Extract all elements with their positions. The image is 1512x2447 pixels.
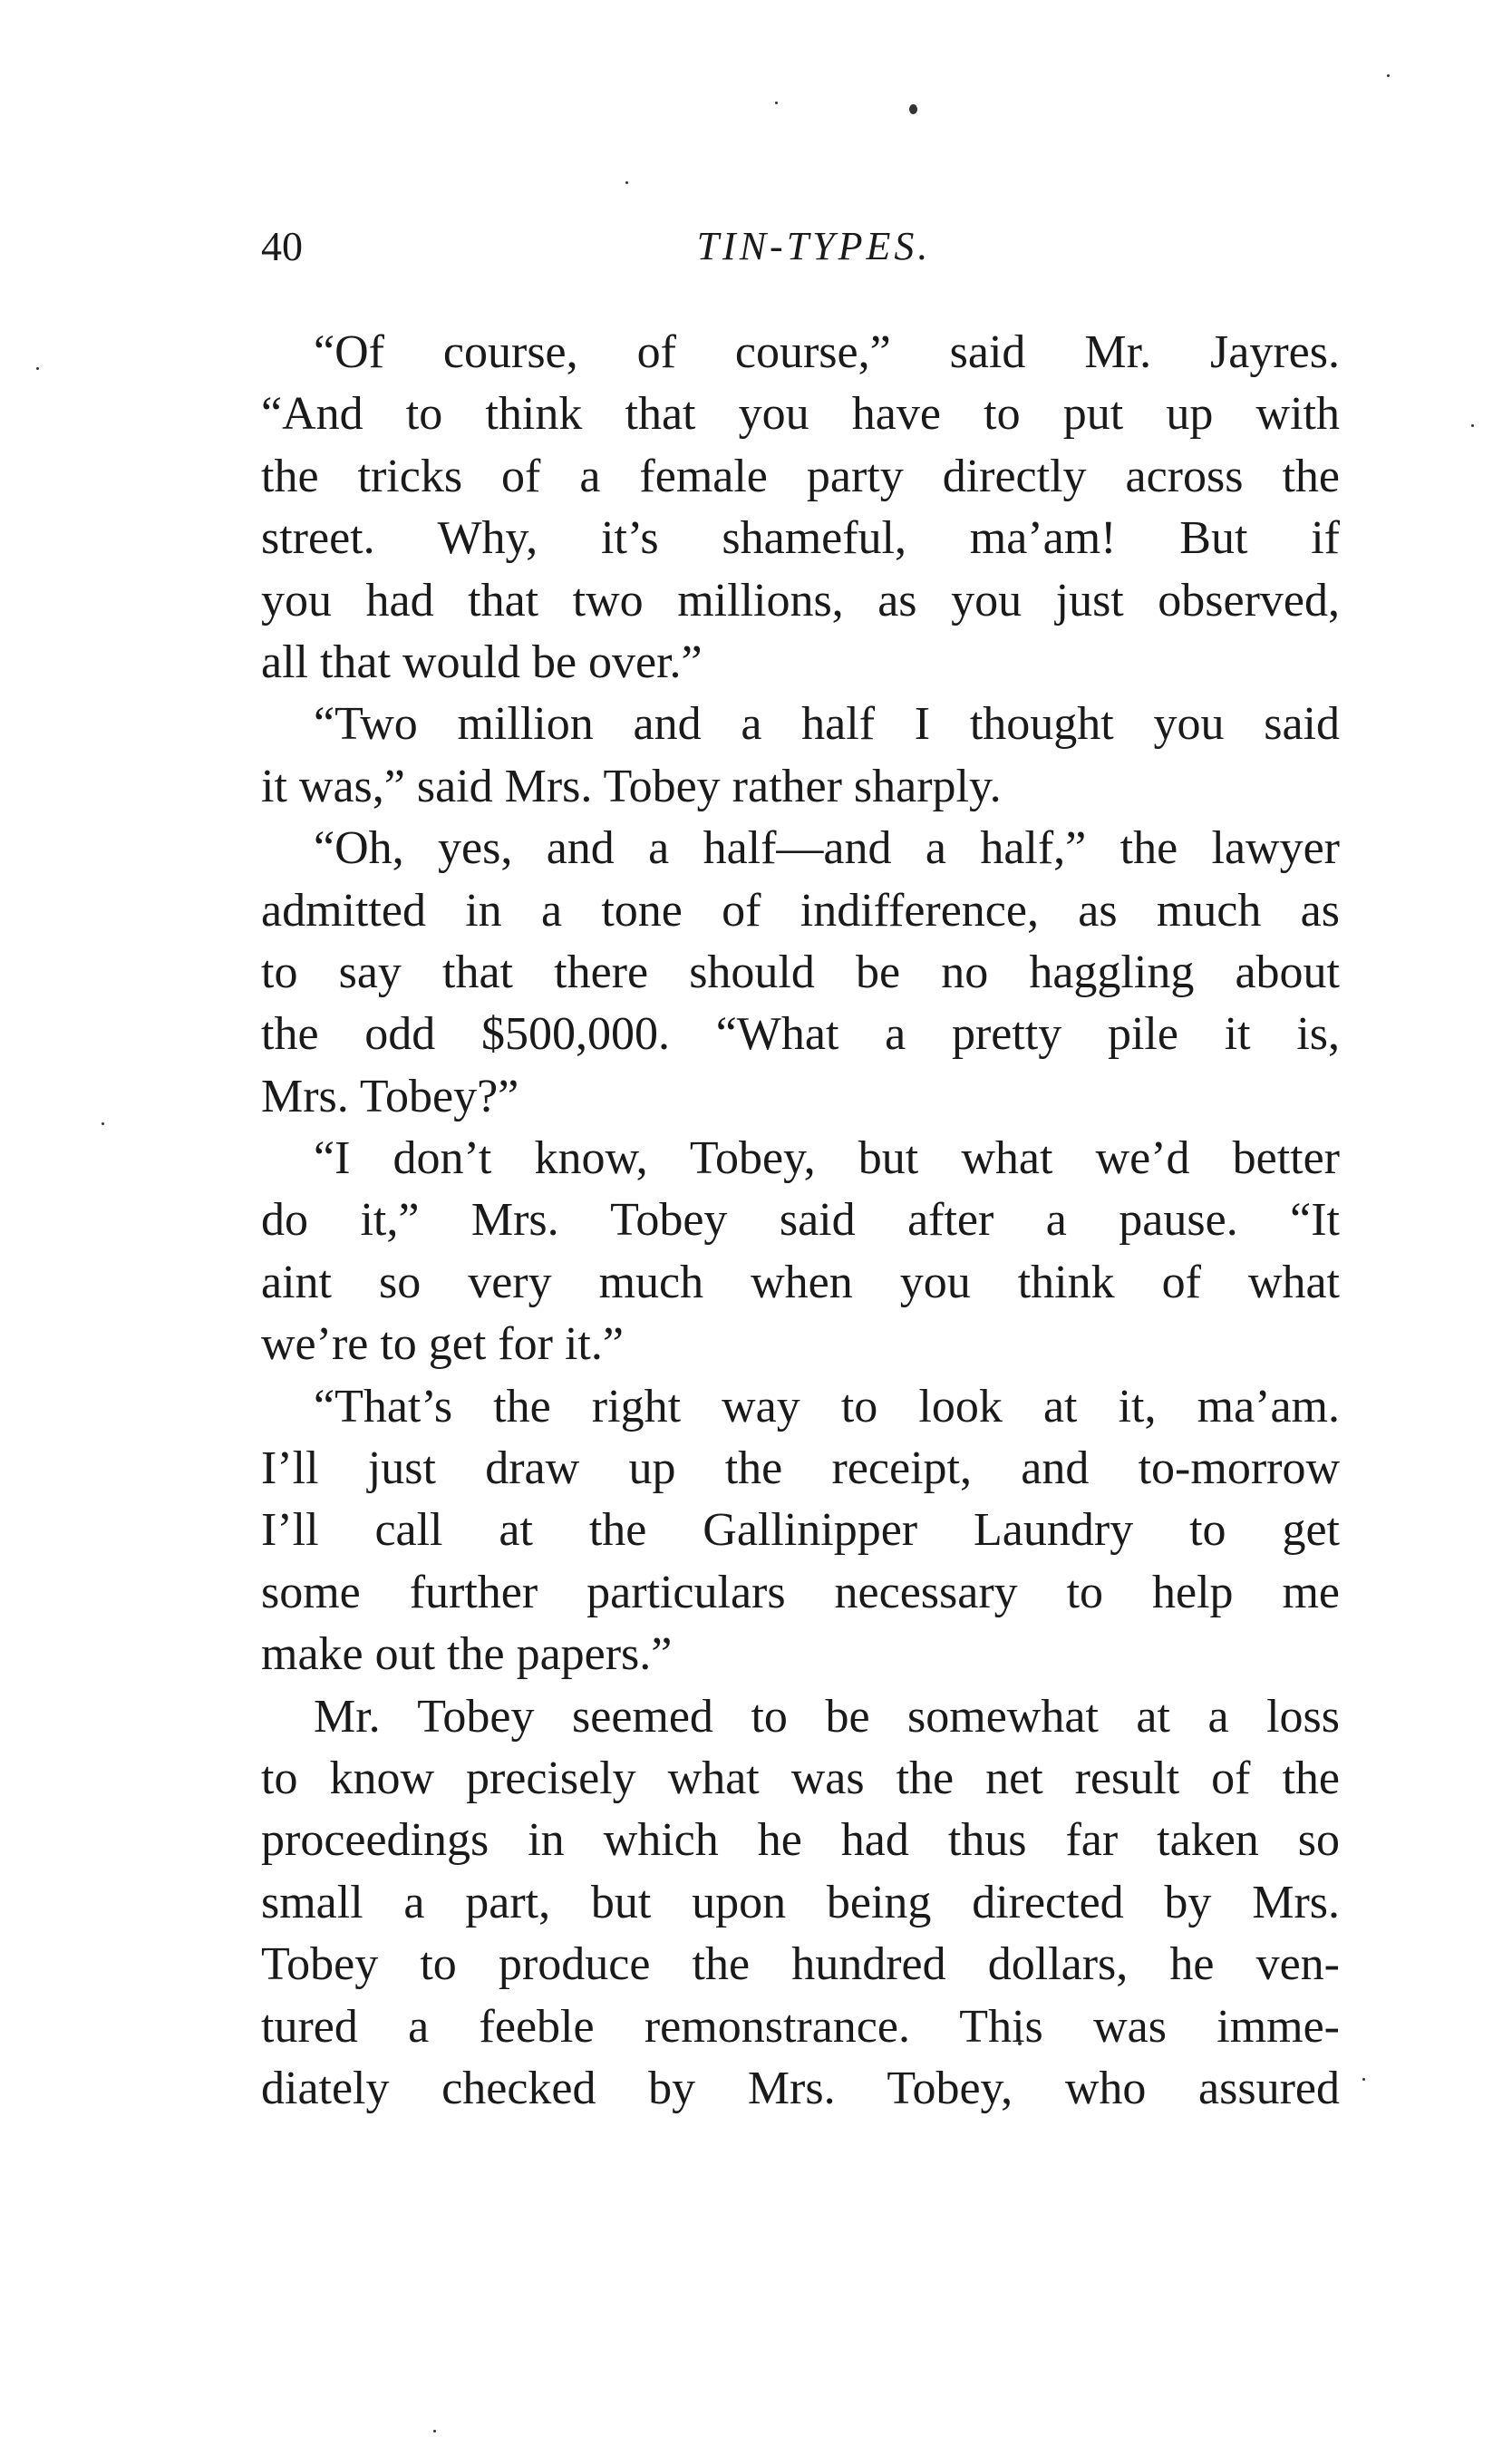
running-title: TIN-TYPES. <box>696 224 932 268</box>
print-speck <box>1387 74 1390 77</box>
text-line: aint so very much when you think of what <box>261 1256 1340 1308</box>
text-line: the tricks of a female party directly across the <box>261 450 1340 502</box>
text-line: do it,” Mrs. Tobey said after a pause. “It <box>261 1194 1340 1247</box>
print-speck <box>1362 2078 1365 2081</box>
text-line: “And to think that you have to put up with <box>261 388 1340 441</box>
text-line: you had that two millions, as you just observed, <box>261 574 1340 626</box>
print-speck <box>775 102 778 104</box>
print-speck <box>433 2430 436 2432</box>
text-line: some further particulars necessary to help me <box>261 1566 1340 1618</box>
text-line: Tobey to produce the hundred dollars, he ven- <box>261 1938 1340 1991</box>
text-line: it was,” said Mrs. Tobey rather sharply. <box>261 760 1002 812</box>
print-speck <box>102 1122 104 1125</box>
text-line: Mr. Tobey seemed to be somewhat at a loss <box>314 1690 1340 1743</box>
text-line: all that would be over.” <box>261 636 703 688</box>
text-line: admitted in a tone of indifference, as much as <box>261 884 1340 937</box>
page-number: 40 <box>261 223 303 269</box>
page-header <box>261 219 1340 274</box>
text-line: we’re to get for it.” <box>261 1318 624 1371</box>
text-line: Mrs. Tobey?” <box>261 1070 519 1122</box>
text-line: small a part, but upon being directed by Mrs. <box>261 1876 1340 1928</box>
print-speck <box>909 104 917 114</box>
text-line: tured a feeble remonstrance. This was imme- <box>261 2000 1340 2053</box>
text-line: “That’s the right way to look at it, ma’am. <box>314 1380 1340 1432</box>
text-line: “I don’t know, Tobey, but what we’d better <box>314 1132 1340 1185</box>
text-line: street. Why, it’s shameful, ma’am! But if <box>261 512 1340 565</box>
body-text <box>261 322 1340 2120</box>
text-line: “Oh, yes, and a half—and a half,” the lawyer <box>314 822 1340 875</box>
text-line: the odd $500,000. “What a pretty pile it is, <box>261 1008 1340 1061</box>
print-speck <box>36 367 39 370</box>
text-line: diately checked by Mrs. Tobey, who assured <box>261 2062 1340 2114</box>
text-line: “Two million and a half I thought you said <box>314 698 1340 751</box>
print-speck <box>1471 424 1474 427</box>
text-line: proceedings in which he had thus far taken so <box>261 1814 1340 1867</box>
print-speck <box>625 181 628 184</box>
text-line: “Of course, of course,” said Mr. Jayres. <box>314 326 1340 378</box>
text-line: make out the papers.” <box>261 1628 673 1681</box>
text-line: to say that there should be no haggling about <box>261 946 1340 998</box>
text-line: I’ll just draw up the receipt, and to-morrow <box>261 1442 1340 1495</box>
text-line: I’ll call at the Gallinipper Laundry to get <box>261 1504 1340 1557</box>
text-line: to know precisely what was the net result of the <box>261 1752 1340 1804</box>
